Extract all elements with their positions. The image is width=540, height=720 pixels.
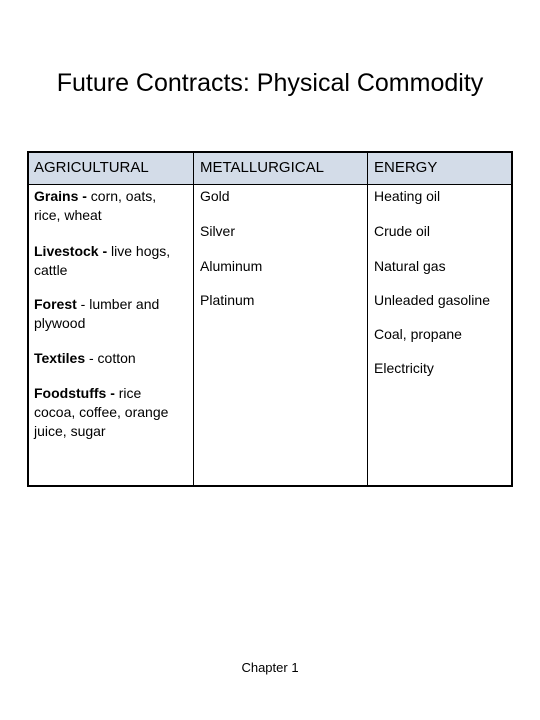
- footer-chapter-label: Chapter 1: [241, 660, 299, 675]
- category-label: Textiles: [34, 350, 86, 366]
- energy-item: Natural gas: [374, 258, 446, 274]
- slide-title: Future Contracts: Physical Commodity: [56, 69, 484, 97]
- category-label: Forest: [34, 296, 77, 312]
- category-label: Livestock -: [34, 243, 108, 259]
- commodity-table: [27, 151, 513, 487]
- category-detail: live hogs, cattle: [34, 243, 171, 278]
- agricultural-item-foodstuffs: [34, 384, 186, 441]
- metallurgical-item: Silver: [200, 223, 236, 239]
- header-agricultural: AGRICULTURAL: [34, 159, 149, 176]
- header-metallurgical: METALLURGICAL: [200, 159, 324, 176]
- metallurgical-item: Aluminum: [200, 258, 263, 274]
- column-divider: [367, 153, 368, 485]
- category-detail: corn, oats, rice, wheat: [34, 188, 157, 223]
- agricultural-item-textiles: [34, 349, 186, 368]
- energy-item: Crude oil: [374, 223, 431, 239]
- category-label: Foodstuffs -: [34, 385, 115, 401]
- energy-item: Heating oil: [374, 188, 441, 204]
- category-detail: - cotton: [85, 350, 136, 366]
- table-header-row: [29, 153, 511, 185]
- metallurgical-item: Gold: [200, 188, 230, 204]
- energy-item: Coal, propane: [374, 326, 462, 342]
- column-divider: [193, 153, 194, 485]
- metallurgical-item: Platinum: [200, 292, 255, 308]
- header-energy: ENERGY: [374, 159, 438, 176]
- agricultural-item-livestock: [34, 242, 186, 280]
- agricultural-item-grains: [34, 187, 186, 225]
- energy-item: Electricity: [374, 360, 434, 376]
- agricultural-item-forest: [34, 295, 186, 333]
- category-label: Grains -: [34, 188, 87, 204]
- energy-item: Unleaded gasoline: [374, 292, 490, 308]
- category-detail: - lumber and plywood: [34, 296, 160, 331]
- category-detail: rice cocoa, coffee, orange juice, sugar: [34, 385, 169, 439]
